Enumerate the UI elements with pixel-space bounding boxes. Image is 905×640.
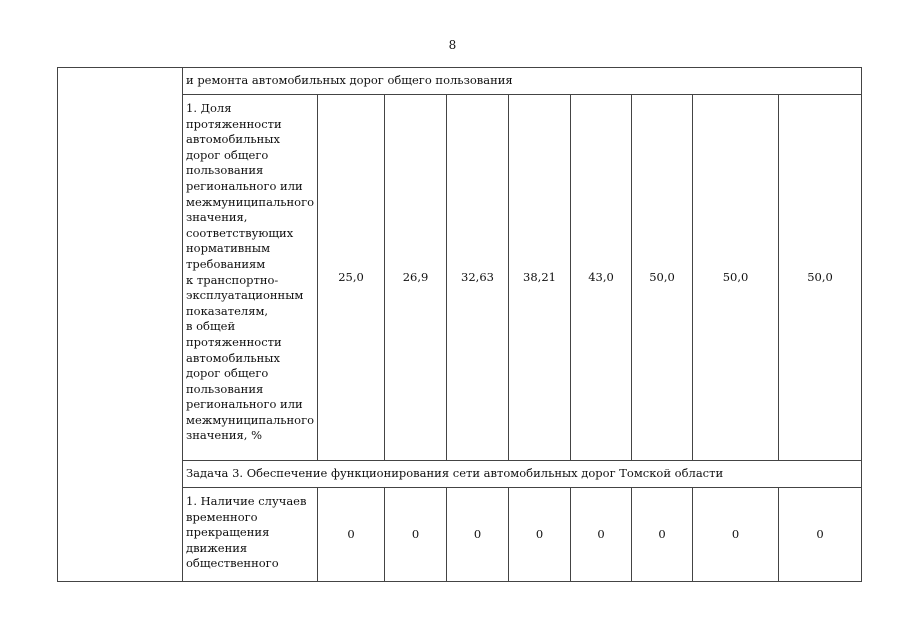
indicator-1-name-line: протяженности xyxy=(186,116,282,131)
indicator-1-name-line: межмуниципального xyxy=(186,412,315,427)
empty-left-cell xyxy=(58,68,183,582)
indicator-2-name-line: общественного xyxy=(186,556,279,571)
indicator-1-value-cell: 50,0 xyxy=(779,95,862,461)
indicator-1-name-line: дорог общего xyxy=(186,366,269,381)
indicator-2-name xyxy=(183,488,318,582)
indicator-1-name-line: нормативным xyxy=(186,241,271,256)
indicator-table xyxy=(57,67,862,582)
indicator-2-value-cell: 0 xyxy=(571,488,632,582)
indicator-1-name-line: к транспортно- xyxy=(186,272,279,287)
indicator-1-name-line: соответствующих xyxy=(186,225,294,240)
indicator-1-name-line: межмуниципального xyxy=(186,194,315,209)
indicator-1-value-cell: 43,0 xyxy=(571,95,632,461)
indicator-2-value-cell: 0 xyxy=(509,488,571,582)
indicator-1-name-line: протяженности xyxy=(186,334,282,349)
indicator-2-value-cell: 0 xyxy=(385,488,447,582)
indicator-2-value-cell: 0 xyxy=(447,488,509,582)
indicator-2-value-cell: 0 xyxy=(632,488,693,582)
indicator-1-name-line: пользования xyxy=(186,163,264,178)
indicator-1-name-line: пользования xyxy=(186,381,264,396)
indicator-2-name-line: 1. Наличие случаев xyxy=(186,494,307,508)
indicator-1-value-cell: 26,9 xyxy=(385,95,447,461)
indicator-1-name-line: дорог общего xyxy=(186,147,269,162)
indicator-1-name-line: значения, % xyxy=(186,428,263,443)
indicator-1-value-cell: 25,0 xyxy=(318,95,385,461)
indicator-1-name-line: автомобильных xyxy=(186,350,280,365)
table-row-heading xyxy=(58,68,862,95)
indicator-2-name-line: движения xyxy=(186,540,248,555)
indicator-1-name-line: значения, xyxy=(186,210,248,225)
indicator-2-value-cell: 0 xyxy=(318,488,385,582)
indicator-1-name-line: 1. Доля xyxy=(186,101,232,115)
indicator-1-name-line: в общей xyxy=(186,319,236,334)
indicator-1-value-cell: 50,0 xyxy=(632,95,693,461)
indicator-2-name-line: прекращения xyxy=(186,525,270,540)
indicator-1-name-line: показателям, xyxy=(186,303,269,318)
indicator-1-name-line: требованиям xyxy=(186,256,266,271)
indicator-1-value-cell: 32,63 xyxy=(447,95,509,461)
indicator-1-value-cell: 50,0 xyxy=(693,95,779,461)
indicator-2-value-cell: 0 xyxy=(693,488,779,582)
page-number: 8 xyxy=(448,38,457,52)
task-3-heading: Задача 3. Обеспечение функционирования сети автомобильных дорог Томской области xyxy=(183,461,862,488)
section-heading-continuation: и ремонта автомобильных дорог общего пользования xyxy=(183,68,862,95)
indicator-1-name-line: автомобильных xyxy=(186,132,280,147)
indicator-2-name-line: временного xyxy=(186,509,258,524)
indicator-1-name-line: регионального или xyxy=(186,397,303,412)
indicator-1-value-cell: 38,21 xyxy=(509,95,571,461)
indicator-1-name-line: регионального или xyxy=(186,178,303,193)
indicator-1-name xyxy=(183,95,318,461)
indicator-1-name-line: эксплуатационным xyxy=(186,288,304,303)
indicator-2-value-cell: 0 xyxy=(779,488,862,582)
